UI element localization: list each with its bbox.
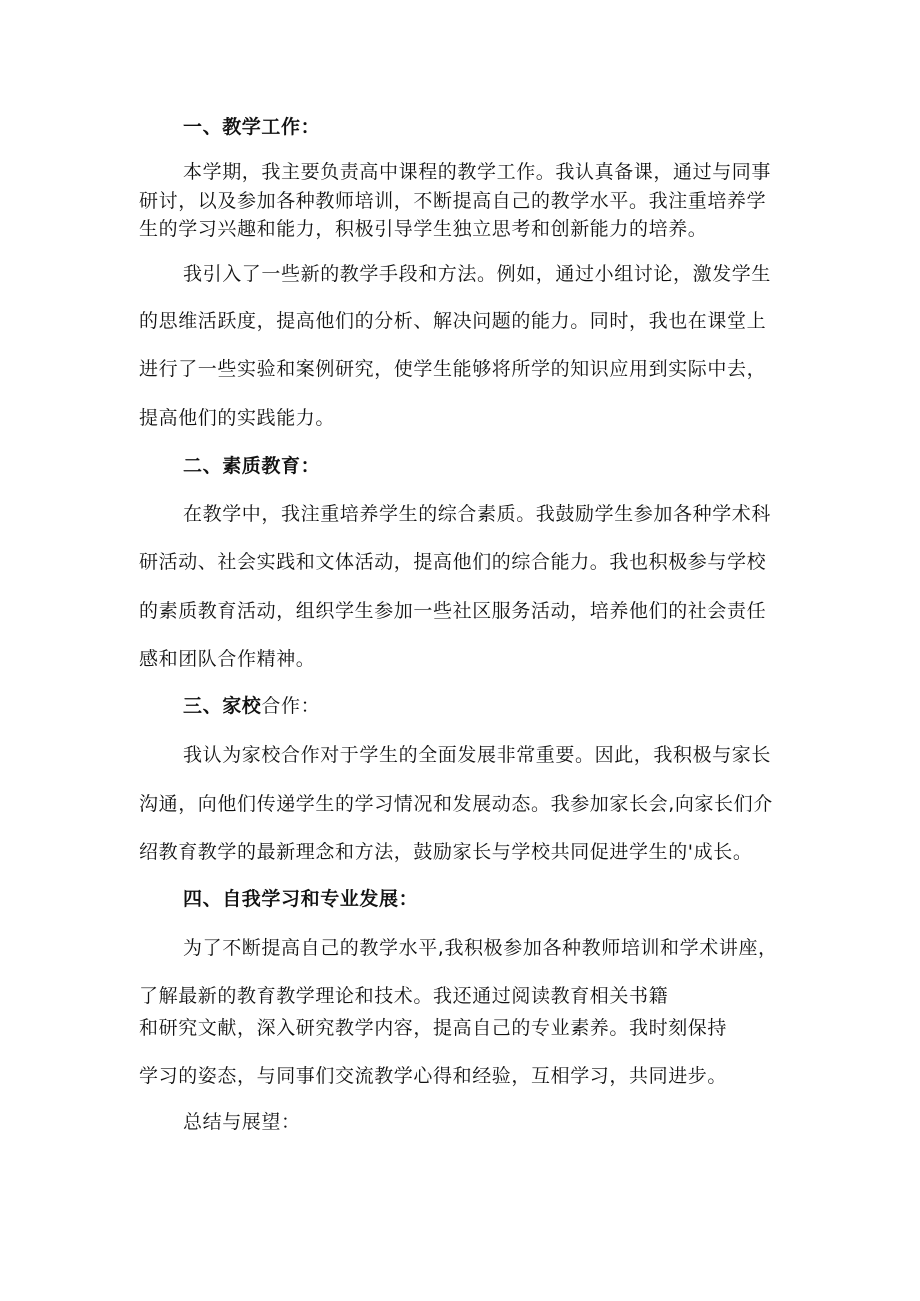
paragraph-line: 为了不断提高自己的教学水平,我积极参加各种教师培训和学术讲座， <box>183 937 778 959</box>
paragraph-line: 沟通，向他们传递学生的学习情况和发展动态。我参加家长会,向家长们介 <box>139 793 773 815</box>
section-heading-self-learning: 四、自我学习和专业发展： <box>183 888 419 910</box>
paragraph-line: 的思维活跃度，提高他们的分析、解决问题的能力。同时，我也在课堂上 <box>139 310 767 332</box>
paragraph-line: 研讨，以及参加各种教师培训，不断提高自己的教学水平。我注重培养学 <box>139 190 767 212</box>
paragraph-line: 本学期，我主要负责高中课程的教学工作。我认真备课，通过与同事 <box>183 161 772 183</box>
paragraph-line: 进行了一些实验和案例研究，使学生能够将所学的知识应用到实际中去， <box>139 358 767 380</box>
heading-bold-part: 三、家校 <box>183 695 262 717</box>
paragraph-line: 学习的姿态，与同事们交流教学心得和经验，互相学习，共同进步。 <box>139 1065 728 1087</box>
paragraph-line: 生的学习兴趣和能力，积极引导学生独立思考和创新能力的培养。 <box>139 218 708 240</box>
paragraph-line: 在教学中，我注重培养学生的综合素质。我鼓励学生参加各种学术科 <box>183 503 772 525</box>
paragraph-line: 和研究文献，深入研究教学内容，提高自己的专业素养。我时刻保持 <box>139 1017 728 1039</box>
paragraph-line: 提高他们的实践能力。 <box>139 407 336 429</box>
paragraph-line: 的素质教育活动，组织学生参加一些社区服务活动，培养他们的社会责任 <box>139 600 767 622</box>
paragraph-line: 绍教育教学的最新理念和方法，鼓励家长与学校共同促进学生的'成长。 <box>139 841 753 863</box>
paragraph-line: 我引入了一些新的教学手段和方法。例如，通过小组讨论，激发学生 <box>183 263 772 285</box>
section-heading-summary: 总结与展望： <box>183 1111 301 1133</box>
paragraph-line: 了解最新的教育教学理论和技术。我还通过阅读教育相关书籍 <box>139 985 669 1007</box>
section-heading-teaching: 一、教学工作： <box>183 116 321 138</box>
section-heading-home-school <box>183 694 320 718</box>
paragraph-line: 感和团队合作精神。 <box>139 648 316 670</box>
paragraph-line: 研活动、社会实践和文体活动，提高他们的综合能力。我也积极参与学校 <box>139 551 767 573</box>
paragraph-line: 我认为家校合作对于学生的全面发展非常重要。因此，我积极与家长 <box>183 744 772 766</box>
section-heading-quality-education: 二、素质教育： <box>183 455 321 477</box>
heading-normal-part: 合作： <box>261 695 321 717</box>
